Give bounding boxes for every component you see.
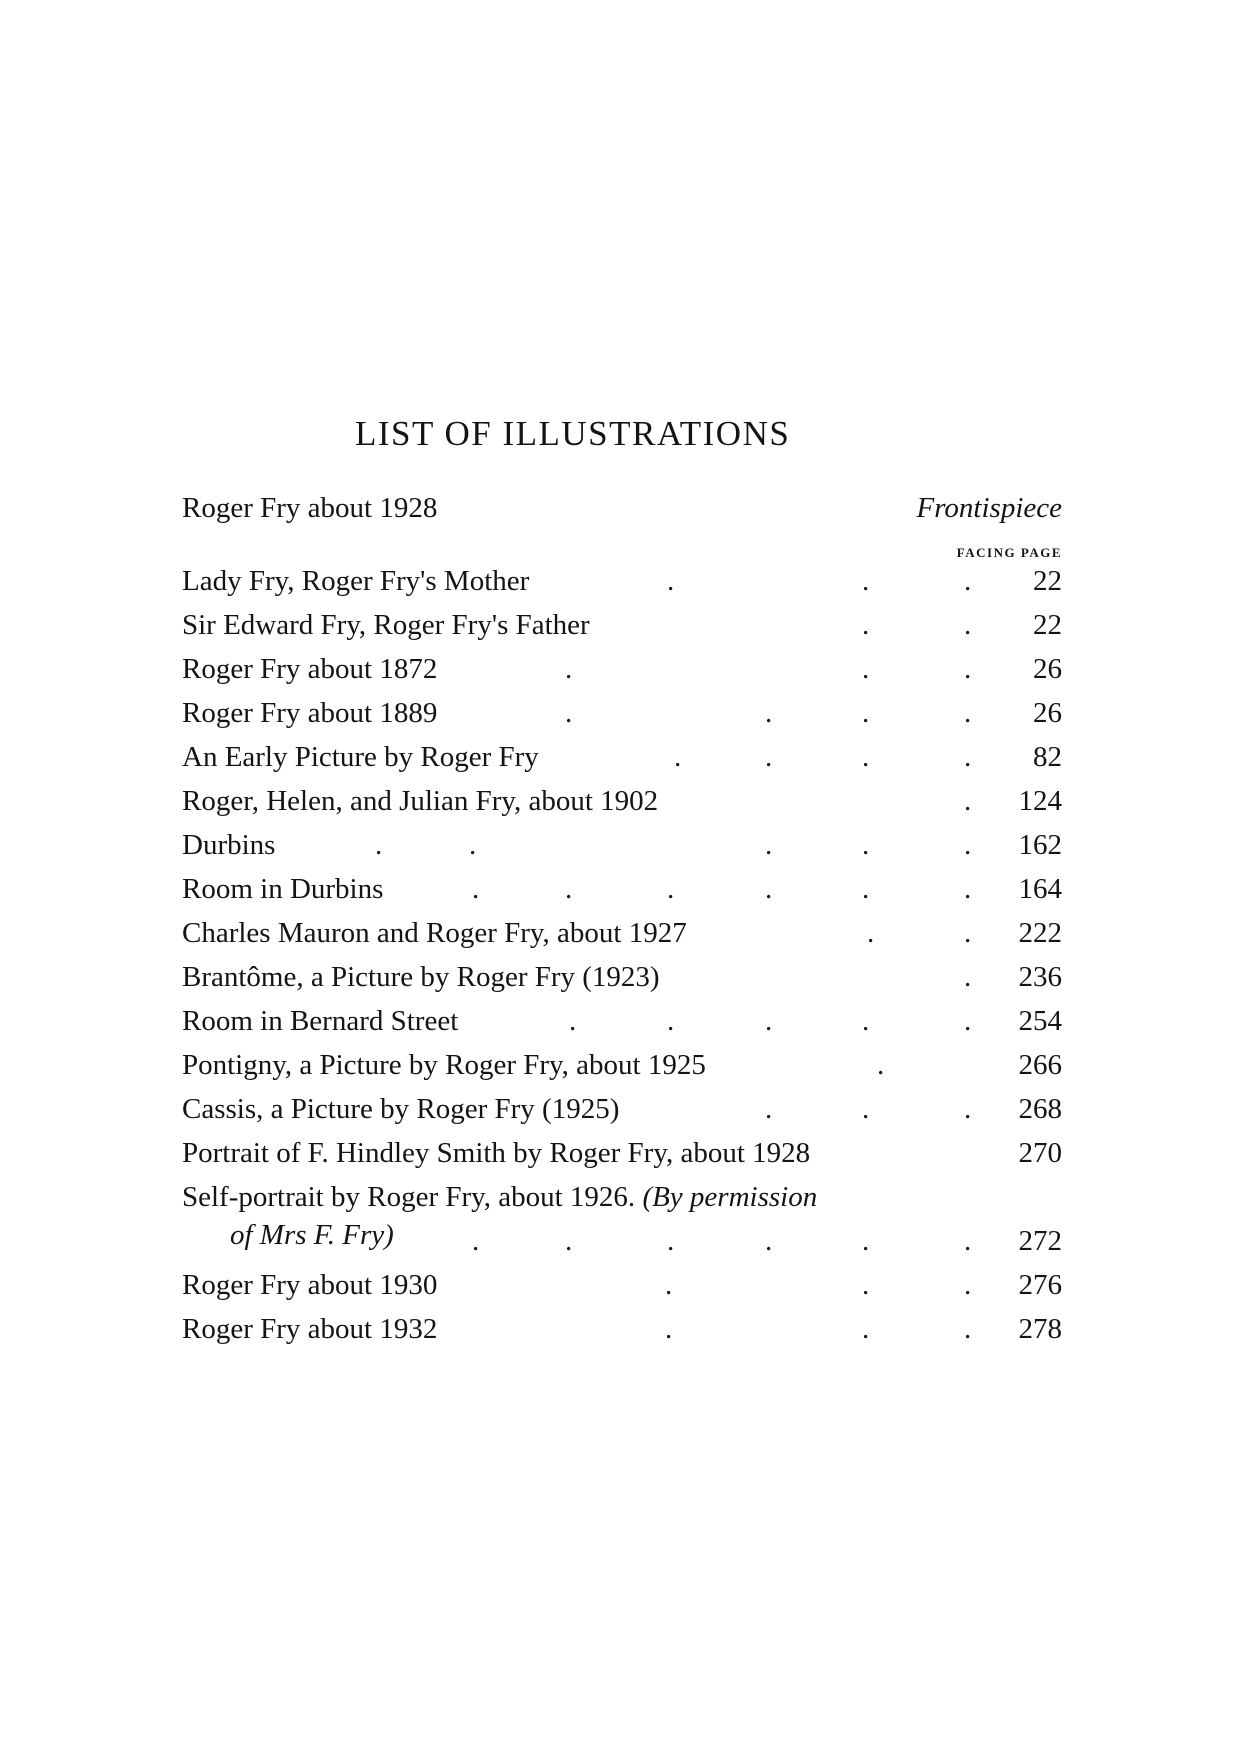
list-item <box>182 695 1062 739</box>
leader-dots: . . . . . . <box>472 873 972 905</box>
leader-dots: . . . . . <box>569 1005 972 1037</box>
list-item <box>182 739 1062 783</box>
list-item <box>182 651 1062 695</box>
entry-page: 272 <box>1018 1225 1062 1257</box>
entry-page: 82 <box>1033 741 1062 773</box>
leader-dots: . . . <box>765 1093 972 1125</box>
entry-page: 124 <box>1018 785 1062 817</box>
list-item <box>182 1135 1062 1179</box>
entry-label: Portrait of F. Hindley Smith by Roger Fry, about 1928 <box>182 1137 811 1169</box>
entry-label: Brantôme, a Picture by Roger Fry (1923) <box>182 961 660 993</box>
list-item <box>182 915 1062 959</box>
entry-page: 278 <box>1018 1313 1062 1345</box>
leader-dots: . . . . <box>674 741 972 773</box>
entry-label: Roger Fry about 1872 <box>182 653 438 685</box>
leader-dots: . . <box>862 609 972 641</box>
page-title: LIST OF ILLUSTRATIONS <box>355 414 791 453</box>
list-item <box>182 1003 1062 1047</box>
entry-page: 26 <box>1033 697 1062 729</box>
entry-page: 270 <box>1018 1137 1062 1169</box>
list-item <box>182 827 1062 871</box>
frontispiece-row <box>182 492 1062 532</box>
entry-page: 22 <box>1033 609 1062 641</box>
entry-label: Pontigny, a Picture by Roger Fry, about 1925 <box>182 1049 706 1081</box>
leader-dots: . . . . <box>565 697 972 729</box>
entry-label: Charles Mauron and Roger Fry, about 1927 <box>182 917 687 949</box>
entry-page: 162 <box>1018 829 1062 861</box>
entry-page: 22 <box>1033 565 1062 597</box>
leader-dots: . . . <box>665 1269 972 1301</box>
entry-label: Roger Fry about 1930 <box>182 1269 438 1301</box>
leader-dots: . . <box>867 917 972 949</box>
list-item <box>182 1311 1062 1355</box>
leader-dots: . . . <box>565 653 972 685</box>
list-item <box>182 1047 1062 1091</box>
entry-page: 164 <box>1018 873 1062 905</box>
leader-dots: . . . . . . <box>472 1225 972 1257</box>
entry-page: 254 <box>1018 1005 1062 1037</box>
facing-page-header: FACING PAGE <box>956 545 1062 560</box>
entry-page: 236 <box>1018 961 1062 993</box>
entry-label-italic: (By permission <box>642 1181 818 1213</box>
list-item <box>182 1091 1062 1135</box>
leader-dots: . <box>964 785 972 817</box>
entry-label: Roger, Helen, and Julian Fry, about 1902 <box>182 785 659 817</box>
frontispiece-label: Roger Fry about 1928 <box>182 492 438 524</box>
entry-label: Sir Edward Fry, Roger Fry's Father <box>182 609 590 641</box>
list-item <box>182 959 1062 1003</box>
leader-dots: . <box>877 1049 885 1081</box>
entry-label: Roger Fry about 1889 <box>182 697 438 729</box>
list-item <box>182 1179 1062 1267</box>
leader-dots: . . . <box>667 565 972 597</box>
entry-label: An Early Picture by Roger Fry <box>182 741 539 773</box>
leader-dots: . . . <box>665 1313 972 1345</box>
entry-page: 266 <box>1018 1049 1062 1081</box>
list-item <box>182 607 1062 651</box>
entry-page: 268 <box>1018 1093 1062 1125</box>
entry-label: Roger Fry about 1932 <box>182 1313 438 1345</box>
entry-page: 222 <box>1018 917 1062 949</box>
entry-page: 26 <box>1033 653 1062 685</box>
entry-label-continuation: of Mrs F. Fry) <box>230 1219 394 1251</box>
entry-label-text: Self-portrait by Roger Fry, about 1926. <box>182 1181 636 1213</box>
entry-label: Room in Durbins <box>182 873 384 905</box>
entry-label: Lady Fry, Roger Fry's Mother <box>182 565 530 597</box>
list-item <box>182 1267 1062 1311</box>
leader-dots: . . . . . <box>375 829 972 861</box>
list-item <box>182 563 1062 607</box>
entry-label: Durbins <box>182 829 276 861</box>
entry-label: Room in Bernard Street <box>182 1005 459 1037</box>
frontispiece-page: Frontispiece <box>916 492 1062 524</box>
list-item <box>182 783 1062 827</box>
entry-label <box>182 1179 818 1251</box>
illustrations-list <box>182 563 1062 1355</box>
entry-label: Cassis, a Picture by Roger Fry (1925) <box>182 1093 620 1125</box>
leader-dots: . <box>964 961 972 993</box>
list-item <box>182 871 1062 915</box>
entry-page: 276 <box>1018 1269 1062 1301</box>
